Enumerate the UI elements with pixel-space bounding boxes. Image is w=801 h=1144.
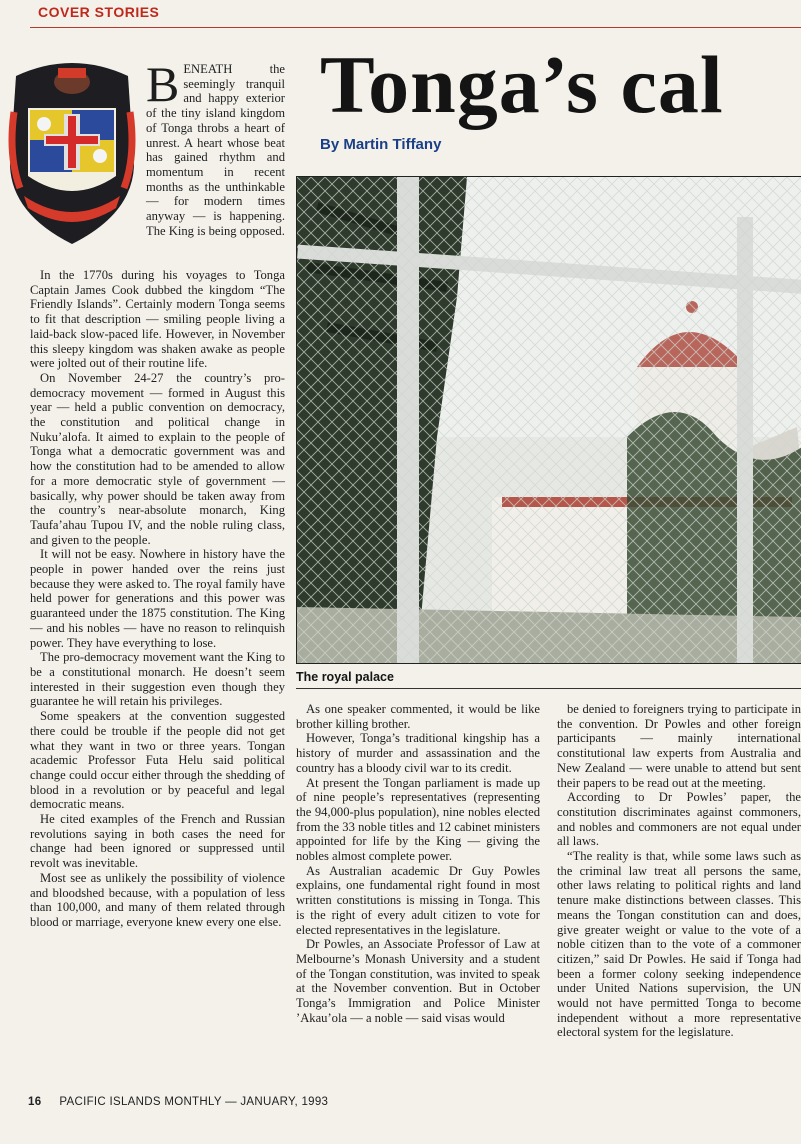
publication-info: PACIFIC ISLANDS MONTHLY — JANUARY, 1993 [59,1096,329,1108]
coat-of-arms-image [4,56,140,248]
paragraph: According to Dr Powles’ paper, the constitution discriminates against commoners, and nobles and commoners are not equal under all laws. [557,790,801,849]
paragraph: be denied to foreigners trying to participate in the convention. Dr Powles and other foreign participants — mainly international constitutional law experts from Australia and New Zealand — were unable to attend but sent their papers to be read out at the meeting. [557,702,801,790]
caption-rule [296,688,801,689]
paragraph: On November 24-27 the country’s pro-democracy movement — formed in August this year — held a public convention on democracy, the constitution and political change in Nuku’alofa. It aimed to explain to the people of Tonga what a democratic government was and how the constitution had to be amended to allow for a more democratic style of government — basically, why power should be taken away from the country’s near-absolute monarch, King Taufa’ahau Tupou IV, and the noble ruling class, and given to the people. [30,370,285,547]
column-3 [557,702,801,1040]
headline: Tonga’s cal [320,39,724,130]
column-2 [296,702,540,1025]
paragraph: In the 1770s during his voyages to Tonga Captain James Cook dubbed the kingdom “The Friendly Islands”. Certainly modern Tonga seems to fit that description — smiling people living a laid-back slow-paced life. However, in November this sleepy kingdom was shaken awake as people were jolted out of their routine life. [30,268,285,371]
paragraph: Dr Powles, an Associate Professor of Law at Melbourne’s Monash University and a student of the Tongan constitution, was invited to speak at the November convention. But in October Tonga’s Immigration and Police Minister ’Akau’ola — a noble — said visas would [296,937,540,1025]
paragraph: At present the Tongan parliament is made up of nine people’s representatives (representing the 94,000-plus population), nine nobles elected from the 33 noble titles and 12 cabinet ministers appointed for life by the King — giving the nobles almost complete power. [296,775,540,864]
photo-caption: The royal palace [296,670,394,684]
paragraph: As one speaker commented, it would be like brother killing brother. [296,702,540,731]
paragraph: “The reality is that, while some laws such as the criminal law treat all persons the same, other laws relating to political rights and land tenure make distinctions between classes. This means the Tongan constitution can and does, give greater weight or value to the vote of a noble citizen than to the vote of a commoner citizen,” said Dr Powles. He said if Tonga had been a former colony seeking independence under United Nations supervision, the UN would not have permitted Tonga to become independent without a more representative electoral system for the legislature. [557,849,801,1040]
top-rule [30,27,801,28]
paragraph: However, Tonga’s traditional kingship has a history of murder and assassination and the country has a bloody civil war to its credit. [296,731,540,775]
section-label: COVER STORIES [38,4,160,20]
page-footer [28,1096,328,1108]
paragraph: Most see as unlikely the possibility of violence and bloodshed because, with a population of less than 100,000, and many of them related through blood or marriage, everyone knew every one else. [30,870,285,929]
royal-palace-photo [296,176,801,664]
article-intro [146,56,285,238]
byline: By Martin Tiffany [320,136,442,153]
paragraph: The pro-democracy movement want the King to be a constitutional monarch. He doesn’t seem interested in their suggestion even though they guarantee he will retain his privileges. [30,650,285,709]
paragraph: Some speakers at the convention suggested there could be trouble if the people did not get what they want in two or three years. Tongan academic Professor Futa Helu said political change could occur either through the shedding of blood in a revolution or by peaceful and legal democratic means. [30,709,285,812]
page-number: 16 [28,1096,42,1108]
paragraph: He cited examples of the French and Russian revolutions saying in both cases the need for change had been ignored or suppressed until revolt was inevitable. [30,812,285,871]
intro-text: ENEATH the seemingly tranquil and happy exterior of the tiny island kingdom of Tonga throbs a heart of unrest. A heart whose beat has gained rhythm and momentum in recent months as the unthinkable — for modern times anyway — is happening. The King is being opposed. [146,62,285,238]
drop-cap: B [146,56,180,112]
paragraph: It will not be easy. Nowhere in history have the people in power handed over the reins just because they were asked to. The royal family have held power for generations and this power was guaranteed under the 1875 constitution. The King — and his nobles — have no reason to relinquish power. They have everything to lose. [30,547,285,650]
column-1 [30,268,285,930]
paragraph: As Australian academic Dr Guy Powles explains, one fundamental right found in most written constitutions is missing in Tonga. This is the right of every adult citizen to vote for elected representatives in the legislature. [296,863,540,937]
